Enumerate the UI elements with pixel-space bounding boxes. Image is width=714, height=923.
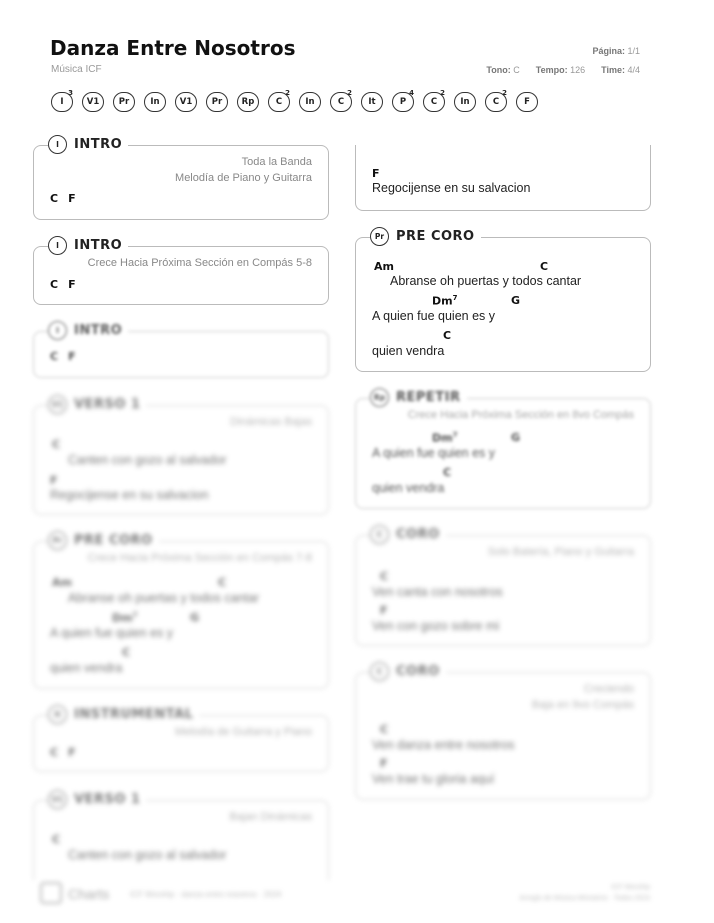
section-badge[interactable]: Rp xyxy=(370,388,389,407)
chord: F xyxy=(68,192,76,205)
chord: F xyxy=(372,167,380,180)
lyric-line: Canten con gozo al salvador xyxy=(68,848,227,862)
lyric-line: Ven canta con nosotros xyxy=(372,585,503,599)
roadmap-item[interactable]: In xyxy=(454,92,476,112)
section-header xyxy=(48,395,146,414)
chord: C xyxy=(50,746,59,759)
chord: C xyxy=(52,438,61,451)
chord: C xyxy=(443,329,452,342)
roadmap-item[interactable]: C 2 xyxy=(268,92,290,112)
tempo-info xyxy=(536,65,585,75)
section-header xyxy=(48,705,199,724)
section-header xyxy=(48,790,146,809)
section-chorus xyxy=(355,664,651,800)
chord: Am xyxy=(374,260,394,273)
section-note: Baja en 9vo Compás xyxy=(531,699,634,711)
tempo-label: Tempo: xyxy=(535,65,568,75)
section-verse xyxy=(33,792,329,880)
chord: C xyxy=(540,260,549,273)
roadmap-item[interactable]: F xyxy=(516,92,538,112)
lyric-line: Ven trae tu gloria aquí xyxy=(372,772,495,786)
chord: F xyxy=(380,757,388,770)
chord: Dm$^7$ xyxy=(432,431,458,445)
time-label: Time: xyxy=(601,65,625,75)
section-intro xyxy=(33,323,329,378)
section-badge[interactable]: It xyxy=(48,705,67,724)
key-label: Tono: xyxy=(486,65,511,75)
section-name: REPETIR xyxy=(396,390,461,405)
roadmap-item[interactable]: V1 xyxy=(175,92,197,112)
section-name: CORO xyxy=(396,527,440,542)
roadmap-item[interactable]: P 4 xyxy=(392,92,414,112)
lyric-line: quien vendra xyxy=(372,344,445,358)
lyric-line: A quien fue quien es y xyxy=(372,446,496,460)
roadmap-item[interactable]: It xyxy=(361,92,383,112)
chord: Am xyxy=(52,576,72,589)
key-value: C xyxy=(513,65,520,75)
lyric-line: Regocijense en su salvacion xyxy=(372,181,531,195)
chord: Dm$^7$ xyxy=(432,294,458,308)
chord: C xyxy=(443,466,452,479)
chord: C xyxy=(380,570,389,583)
roadmap-item[interactable]: Pr xyxy=(113,92,135,112)
section-name: VERSO 1 xyxy=(74,792,141,807)
chord: C xyxy=(50,278,59,291)
song-meta xyxy=(486,65,640,75)
section-roadmap xyxy=(51,89,538,112)
chord: F xyxy=(68,278,76,291)
chord: G xyxy=(511,431,521,444)
section-note: Crece Hacia Próxima Sección en 8vo Compás xyxy=(407,409,634,421)
section-note: Melodía de Guitarra y Piano xyxy=(175,726,312,738)
lyric-line: Ven danza entre nosotros xyxy=(372,738,515,752)
section-name: INTRO xyxy=(74,238,123,253)
page-label: Página: xyxy=(592,46,625,56)
chord: C xyxy=(122,646,131,659)
section-header xyxy=(48,321,128,340)
lyric-line: Abranse oh puertas y todos cantar xyxy=(68,591,260,605)
section-chorus xyxy=(355,527,651,646)
chord: F xyxy=(68,746,76,759)
section-header xyxy=(48,135,128,154)
section-header xyxy=(370,388,467,407)
roadmap-item[interactable]: C 2 xyxy=(485,92,507,112)
footer-credit-line: ICF Worship xyxy=(611,884,650,891)
time-info xyxy=(601,65,640,75)
chord: C xyxy=(380,723,389,736)
chord: Dm$^7$ xyxy=(112,611,138,625)
section-header xyxy=(48,236,128,255)
chord: C xyxy=(218,576,227,589)
chord: C xyxy=(50,192,59,205)
section-badge[interactable]: I xyxy=(48,135,67,154)
chord-line xyxy=(50,350,86,363)
section-note: Melodía de Piano y Guitarra xyxy=(175,172,312,184)
section-badge[interactable]: C xyxy=(370,662,389,681)
lyric-line: A quien fue quien es y xyxy=(50,626,174,640)
roadmap-item[interactable]: In xyxy=(299,92,321,112)
section-header xyxy=(48,531,159,550)
roadmap-item[interactable]: Pr xyxy=(206,92,228,112)
section-intro xyxy=(33,238,329,305)
section-name: PRE CORO xyxy=(396,229,475,244)
roadmap-item[interactable]: C 2 xyxy=(423,92,445,112)
section-note: Dinámicas Bajas xyxy=(230,416,312,428)
section-name: INTRO xyxy=(74,323,123,338)
chord: F xyxy=(50,474,58,487)
chord: C xyxy=(50,350,59,363)
lyric-line: A quien fue quien es y xyxy=(372,309,496,323)
section-badge[interactable]: I xyxy=(48,236,67,255)
section-prechorus xyxy=(355,229,651,372)
page-value: 1/1 xyxy=(627,46,640,56)
page-indicator xyxy=(592,46,640,56)
section-name: VERSO 1 xyxy=(74,397,141,412)
section-prechorus xyxy=(33,533,329,689)
section-name: PRE CORO xyxy=(74,533,153,548)
section-header xyxy=(370,227,481,246)
section-note: Solo Batería, Piano y Guitarra xyxy=(487,546,634,558)
section-note: Crece Hacia Próxima Sección en Compás 5-8 xyxy=(87,257,312,269)
section-name: INSTRUMENTAL xyxy=(74,707,194,722)
chord: F xyxy=(380,604,388,617)
chord-line xyxy=(50,278,86,291)
roadmap-item[interactable]: V1 xyxy=(82,92,104,112)
song-artist: Música ICF xyxy=(51,64,102,75)
roadmap-item[interactable]: Rp xyxy=(237,92,259,112)
lyric-line: quien vendra xyxy=(50,661,123,675)
section-instrumental xyxy=(33,707,329,772)
section-badge[interactable]: I xyxy=(48,321,67,340)
song-title: Danza Entre Nosotros xyxy=(50,36,296,60)
section-name: CORO xyxy=(396,664,440,679)
app-logo-icon xyxy=(40,882,62,904)
section-badge[interactable]: Pr xyxy=(48,531,67,550)
section-badge[interactable]: V1 xyxy=(48,395,67,414)
section-header xyxy=(370,525,446,544)
section-badge[interactable]: V1 xyxy=(48,790,67,809)
section-badge[interactable]: C xyxy=(370,525,389,544)
section-repeat xyxy=(355,390,651,509)
section-verse xyxy=(33,397,329,515)
chord: F xyxy=(68,350,76,363)
chord: C xyxy=(52,833,61,846)
lyric-line: Canten con gozo al salvador xyxy=(68,453,227,467)
lyric-line: quien vendra xyxy=(372,481,445,495)
page-footer xyxy=(40,880,650,910)
section-note: Bajan Dinámicas xyxy=(229,811,312,823)
chord-line xyxy=(50,192,86,205)
lyric-line: Ven con gozo sobre mi xyxy=(372,619,500,633)
roadmap-item[interactable]: In xyxy=(144,92,166,112)
roadmap-item[interactable]: I 3 xyxy=(51,92,73,112)
section-intro xyxy=(33,137,329,220)
section-verse-continued xyxy=(355,145,651,211)
key-info xyxy=(486,65,519,75)
section-note: Creciendo xyxy=(583,683,634,695)
lyric-line: Abranse oh puertas y todos cantar xyxy=(390,274,582,288)
section-note: Crece Hacia Próxima Sección en Compás 7-8 xyxy=(87,552,312,564)
roadmap-item[interactable]: C 2 xyxy=(330,92,352,112)
lyric-line: Regocijense en su salvacion xyxy=(50,488,209,502)
tempo-value: 126 xyxy=(570,65,586,75)
time-value: 4/4 xyxy=(627,65,640,75)
section-badge[interactable]: Pr xyxy=(370,227,389,246)
chord: G xyxy=(511,294,521,307)
chord-line xyxy=(50,746,86,759)
section-name: INTRO xyxy=(74,137,123,152)
footer-credit-line: Arreglo de Música Ministerio · Todos 2024 xyxy=(519,895,650,902)
footer-credits xyxy=(519,882,650,904)
chord: G xyxy=(190,611,200,624)
section-header xyxy=(370,662,446,681)
footer-brand: Charts xyxy=(68,886,110,902)
section-note: Toda la Banda xyxy=(241,156,312,168)
footer-info: ICF Worship · danza entre nosotros · 2024 xyxy=(130,890,282,899)
